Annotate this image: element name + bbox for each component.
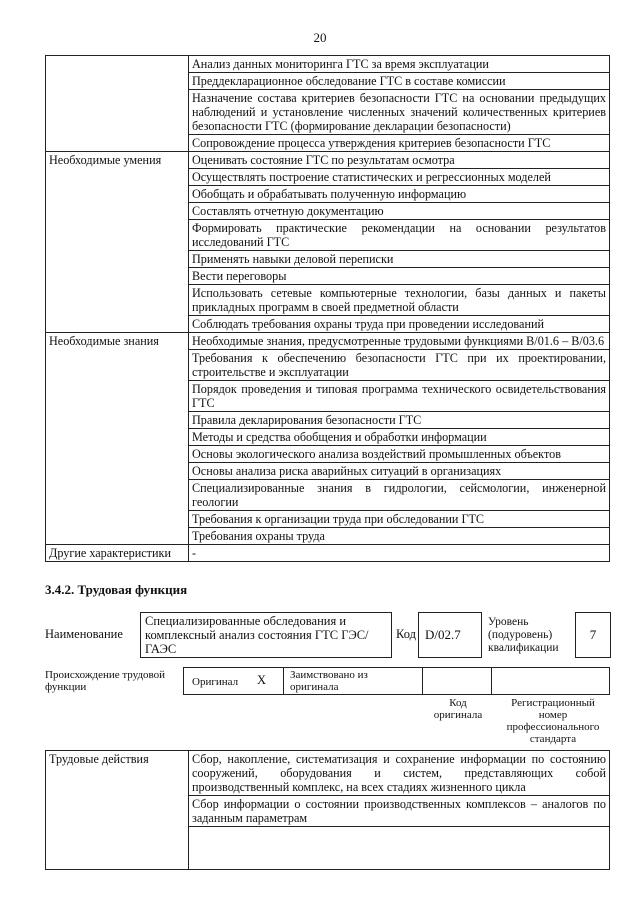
original-mark: X (257, 673, 267, 687)
row-label: Необходимые знания (46, 333, 189, 545)
row-item: Преддекларационное обследование ГТС в составе комиссии (189, 73, 610, 90)
requirements-table (45, 55, 610, 562)
origin-label: Происхождение трудовой функции (45, 669, 166, 693)
level-value-box (575, 612, 611, 658)
action-item: Сбор, накопление, систематизация и сохранение информации по состоянию сооружений, оборудования и систем, представляющих собой производственный комплекс, на всех стадиях жизненного цикла (189, 751, 610, 796)
row-item: Методы и средства обобщения и обработки информации (189, 429, 610, 446)
row-item: Порядок проведения и типовая программа технического освидетельствования ГТС (189, 381, 610, 412)
code-value-box (418, 612, 482, 658)
row-item: Основы экологического анализа воздействий промышленных объектов (189, 446, 610, 463)
table-row (46, 56, 610, 73)
actions-table (45, 750, 610, 870)
row-item: Применять навыки деловой переписки (189, 251, 610, 268)
row-item: Требования к организации труда при обследовании ГТС (189, 511, 610, 528)
row-item: Соблюдать требования охраны труда при проведении исследований (189, 316, 610, 333)
row-item: Использовать сетевые компьютерные технологии, базы данных и пакеты прикладных программ в своей предметной области (189, 285, 610, 316)
table-row (46, 545, 610, 562)
empty-cell (189, 827, 610, 870)
row-label: Другие характеристики (46, 545, 189, 562)
row-item: Требования охраны труда (189, 528, 610, 545)
code-caption: Код оригинала (433, 697, 483, 721)
name-value: Специализированные обследования и комплексный анализ состояния ГТС ГЭС/ГАЭС (145, 614, 369, 656)
row-label: Необходимые умения (46, 152, 189, 333)
row-item: Формировать практические рекомендации на основании результатов исследований ГТС (189, 220, 610, 251)
name-value-box (140, 612, 392, 658)
row-item: Сопровождение процесса утверждения критериев безопасности ГТС (189, 135, 610, 152)
row-item: Правила декларирования безопасности ГТС (189, 412, 610, 429)
row-item: Составлять отчетную документацию (189, 203, 610, 220)
table-row (46, 751, 610, 796)
level-value: 7 (589, 627, 597, 642)
level-label: Уровень (подуровень) квалификации (488, 616, 559, 654)
row-item: Оценивать состояние ГТС по результатам осмотра (189, 152, 610, 169)
code-label: Код (396, 627, 416, 641)
row-item: Вести переговоры (189, 268, 610, 285)
borrowed-label: Заимствовано из оригинала (290, 669, 368, 693)
row-label (46, 56, 189, 152)
row-item: Назначение состава критериев безопасности ГТС на основании предыдущих наблюдений и установление численных значений количественных критериев безопасности ГТС (формирование декларации безопасности) (189, 90, 610, 135)
row-item: Осуществлять построение статистических и регрессионных моделей (189, 169, 610, 186)
original-label: Оригинал (192, 676, 239, 688)
reg-caption: Регистрационный номер профессионального стандарта (506, 697, 600, 745)
actions-label: Трудовые действия (46, 751, 189, 870)
row-item: Анализ данных мониторинга ГТС за время эксплуатации (189, 56, 610, 73)
row-item: Основы анализа риска аварийных ситуаций в организациях (189, 463, 610, 480)
table-row (46, 333, 610, 350)
code-value: D/02.7 (425, 627, 461, 642)
row-item: Обобщать и обрабатывать полученную информацию (189, 186, 610, 203)
row-item: Необходимые знания, предусмотренные трудовыми функциями В/01.6 – В/03.6 (189, 333, 610, 350)
table-row (46, 152, 610, 169)
name-label: Наименование (45, 627, 123, 641)
row-item: - (189, 545, 610, 562)
row-item: Требования к обеспечению безопасности ГТС при их проектировании, строительстве и эксплуатации (189, 350, 610, 381)
section-title: 3.4.2. Трудовая функция (45, 582, 188, 597)
action-item: Сбор информации о состоянии производственных комплексов – аналогов по заданным параметрам (189, 796, 610, 827)
page-number: 20 (313, 30, 327, 45)
row-item: Специализированные знания в гидрологии, сейсмологии, инженерной геологии (189, 480, 610, 511)
